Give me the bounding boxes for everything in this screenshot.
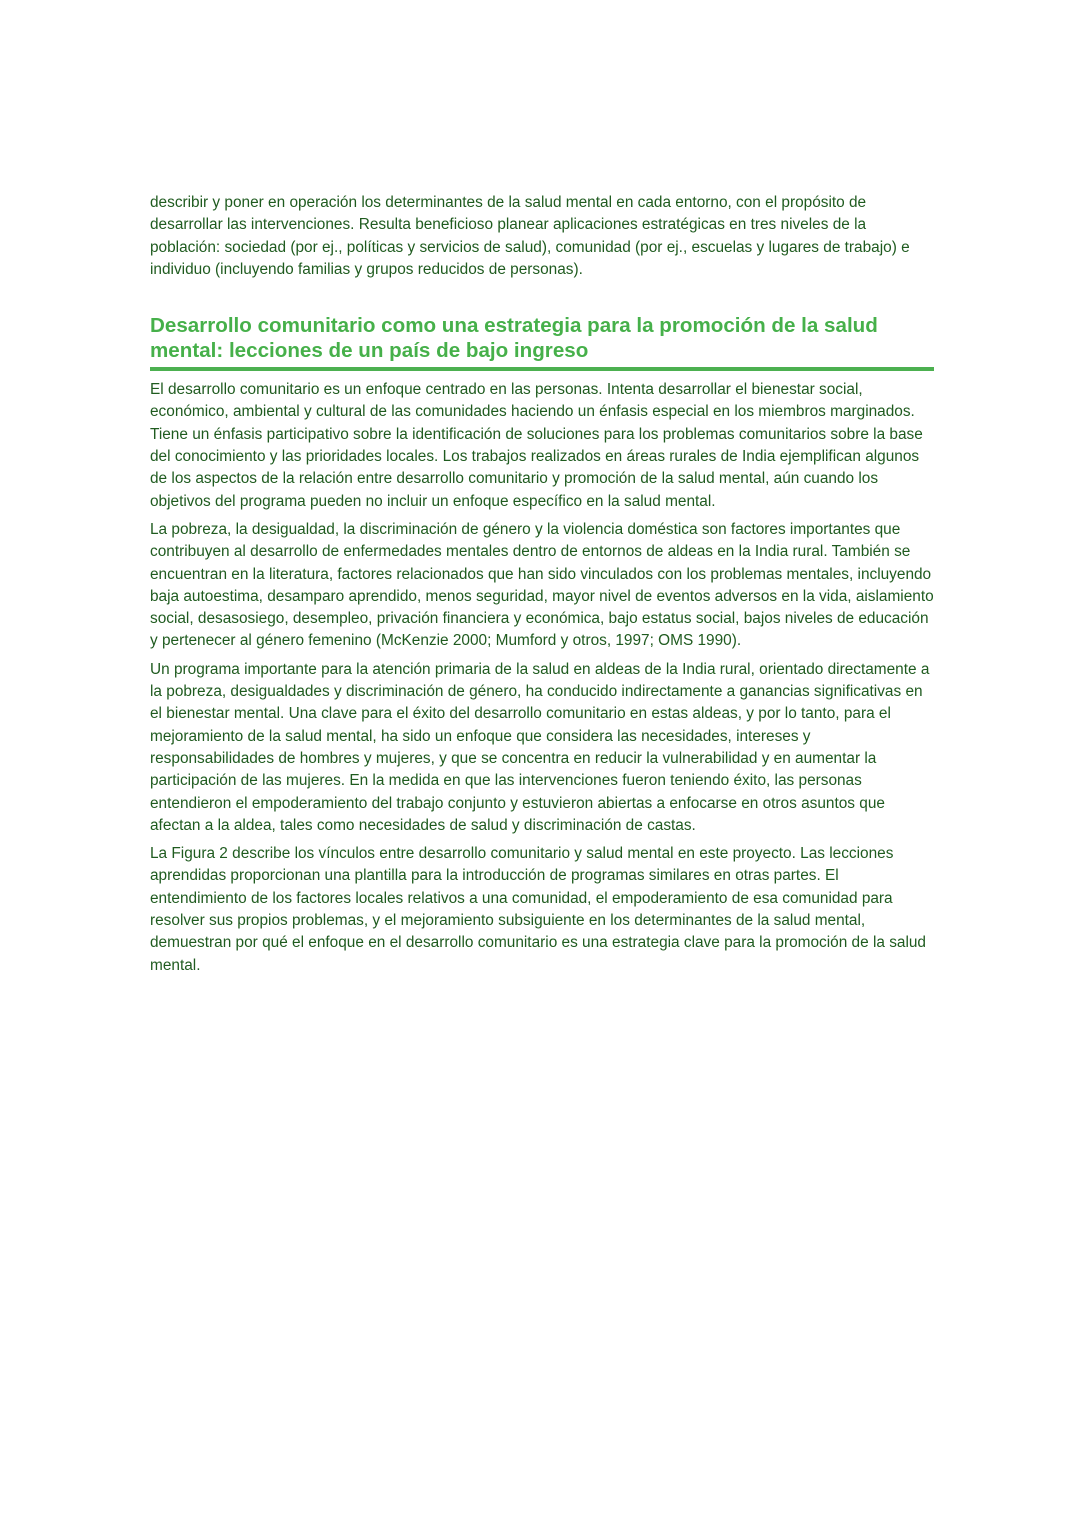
document-page (150, 192, 934, 983)
intro-paragraph: describir y poner en operación los determinantes de la salud mental en cada entorno, con el propósito de desarrollar las intervenciones. Resulta beneficioso planear aplicaciones estratégicas en tres niveles de la población: sociedad (por ej., políticas y servicios de salud), comunidad (por ej., escuelas y lugares de trabajo) e individuo (incluyendo familias y grupos reducidos de personas). (150, 194, 910, 278)
body-paragraph-3: Un programa importante para la atención primaria de la salud en aldeas de la India rural, orientado directamente a la pobreza, desigualdades y discriminación de género, ha conducido indirectamente a ganancias significativas en el bienestar mental. Una clave para el éxito del desarrollo comunitario en estas aldeas, y por lo tanto, para el mejoramiento de la salud mental, ha sido un enfoque que considera las necesidades, intereses y responsabilidades de hombres y mujeres, y que se concentra en reducir la vulnerabilidad y en aumentar la participación de las mujeres. En la medida en que las intervenciones fueron teniendo éxito, las personas entendieron el empoderamiento del trabajo conjunto y estuvieron abiertas a enfocarse en otros asuntos que afectan a la aldea, tales como necesidades de salud y discriminación de castas. (150, 660, 930, 834)
section-heading: Desarrollo comunitario como una estrategia para la promoción de la salud mental: lecciones de un país de bajo ingreso (150, 313, 934, 371)
body-paragraph-2: La pobreza, la desigualdad, la discriminación de género y la violencia doméstica son factores importantes que contribuyen al desarrollo de enfermedades mentales dentro de entornos de aldeas en la India rural. También se encuentran en la literatura, factores relacionados que han sido vinculados con los problemas mentales, incluyendo baja autoestima, desamparo aprendido, menos seguridad, mayor nivel de eventos adversos en la vida, aislamiento social, desasosiego, desempleo, privación financiera y económica, bajo estatus social, bajos niveles de educación y pertenecer al género femenino (McKenzie 2000; Mumford y otros, 1997; OMS 1990). (150, 520, 934, 650)
body-paragraph-4: La Figura 2 describe los vínculos entre desarrollo comunitario y salud mental en este proyecto. Las lecciones aprendidas proporcionan una plantilla para la introducción de programas similares en otras partes. El entendimiento de los factores locales relativos a una comunidad, el empoderamiento de esa comunidad para resolver sus propios problemas, y el mejoramiento subsiguiente en los determinantes de la salud mental, demuestran por qué el enfoque en el desarrollo comunitario es una estrategia clave para la promoción de la salud mental. (150, 845, 926, 974)
body-paragraph-1: El desarrollo comunitario es un enfoque centrado en las personas. Intenta desarrollar el bienestar social, económico, ambiental y cultural de las comunidades haciendo un énfasis especial en los miembros marginados. Tiene un énfasis participativo sobre la identificación de soluciones para los problemas comunitarios sobre la base del conocimiento y las prioridades locales. Los trabajos realizados en áreas rurales de India ejemplifican algunos de los aspectos de la relación entre desarrollo comunitario y promoción de la salud mental, aún cuando los objetivos del programa pueden no incluir un enfoque específico en la salud mental. (150, 381, 923, 510)
